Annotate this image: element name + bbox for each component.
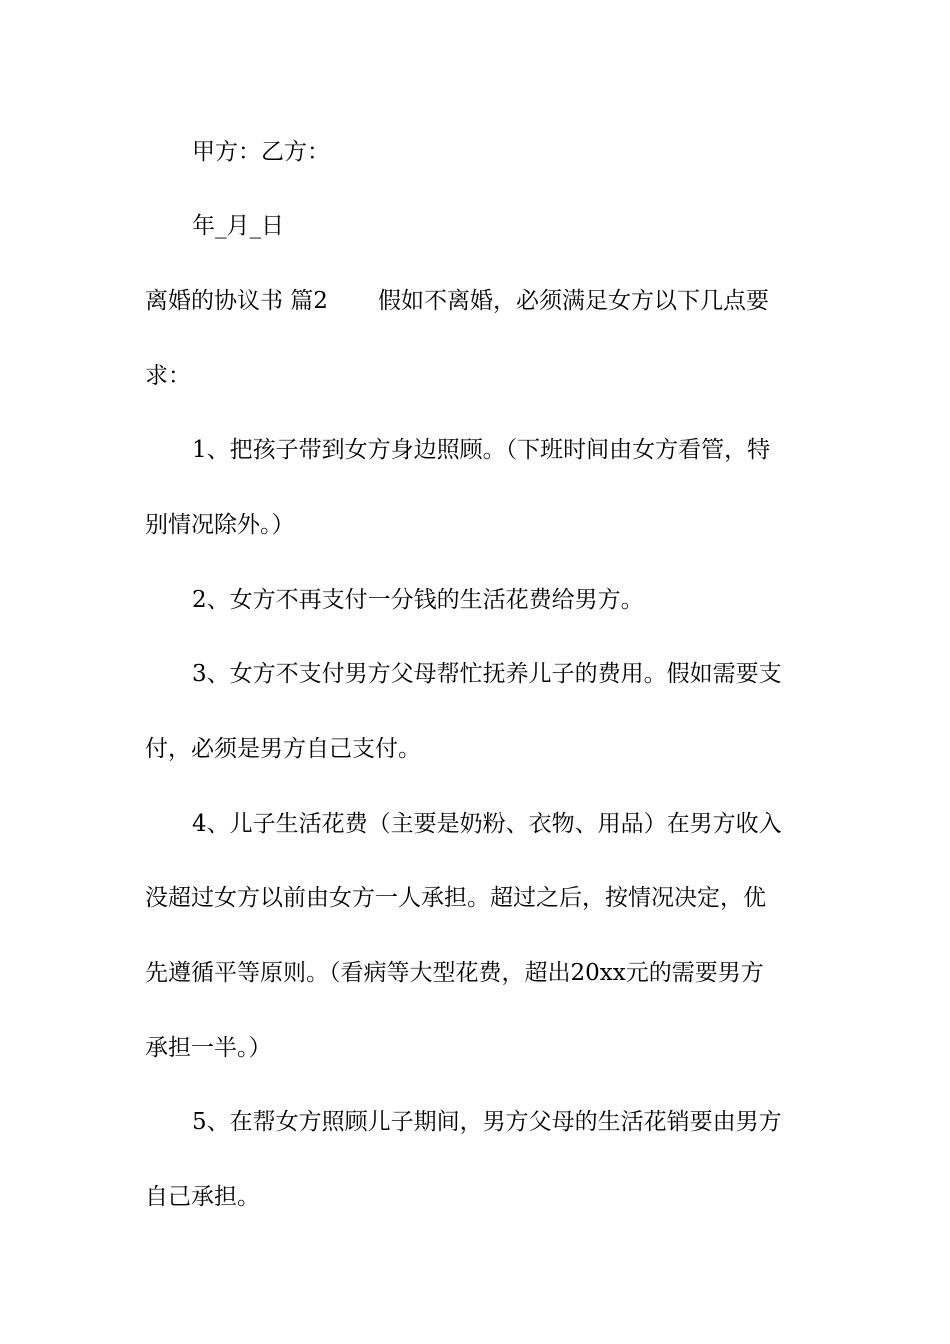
section-heading-row	[145, 286, 810, 316]
item-3-line-1: 3、女方不支付男方父母帮忙抚养儿子的费用。假如需要支	[192, 661, 782, 687]
section-title: 离婚的协议书 篇2	[145, 288, 328, 314]
item-5-line-1: 5、在帮女方照顾儿子期间，男方父母的生活花销要由男方	[192, 1109, 782, 1135]
item-1-line-2: 别情况除外。）	[145, 512, 295, 538]
item-3-line-2: 付，必须是男方自己支付。	[145, 736, 421, 762]
item-1-line-1: 1、把孩子带到女方身边照顾。（下班时间由女方看管，特	[192, 437, 771, 463]
item-4-line-2: 没超过女方以前由女方一人承担。超过之后，按情况决定，优	[145, 885, 766, 911]
date-line: 年_月_日	[192, 213, 284, 239]
item-4-line-4: 承担一半。）	[145, 1035, 272, 1061]
item-4-line-1: 4、儿子生活花费（主要是奶粉、衣物、用品）在男方收入	[192, 811, 782, 837]
item-5-line-2: 自己承担。	[145, 1184, 260, 1210]
item-2-line-1: 2、女方不再支付一分钱的生活花费给男方。	[192, 587, 644, 613]
intro-continuation: 求：	[145, 363, 191, 389]
signature-line: 甲方：乙方：	[192, 139, 330, 165]
item-4-line-3: 先遵循平等原则。（看病等大型花费，超出20xx元的需要男方	[145, 960, 764, 986]
intro-text: 假如不离婚，必须满足女方以下几点要	[377, 288, 769, 314]
